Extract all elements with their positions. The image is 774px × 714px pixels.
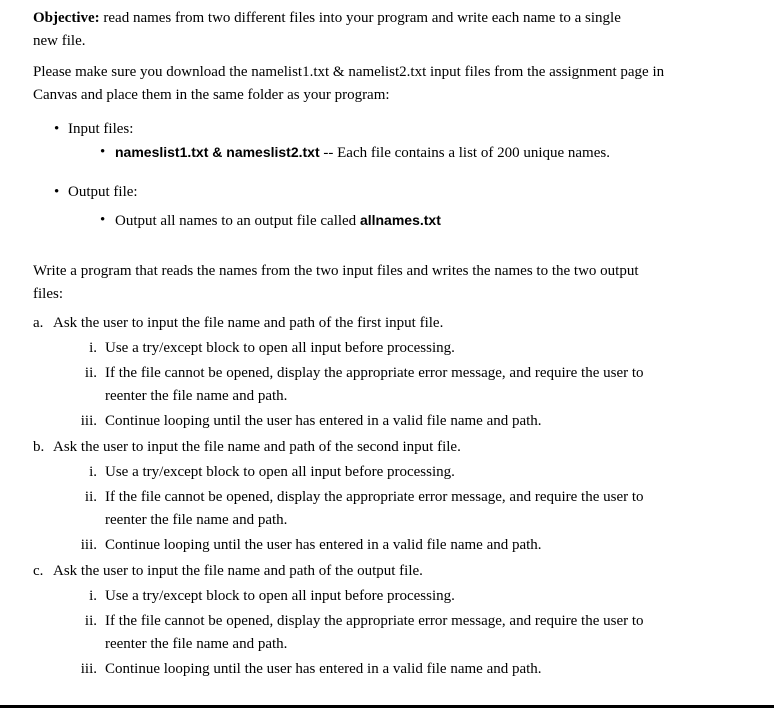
task-b-subitem-iii	[33, 534, 758, 557]
task-b-heading	[33, 436, 758, 459]
task-item-a	[33, 312, 758, 433]
task-c-text: Ask the user to input the file name and path of the output file.	[53, 563, 423, 579]
subitem-text-line-2: reenter the file name and path.	[105, 388, 288, 404]
bullet-item-output-detail	[33, 209, 758, 233]
input-files-label: Input files:	[68, 121, 134, 137]
subitem-text: Continue looping until the user has entered in a valid file name and path.	[105, 537, 542, 553]
task-b-marker: b.	[33, 439, 45, 455]
subitem-marker: ii.	[84, 489, 97, 505]
task-item-b	[33, 436, 758, 557]
subitem-text-line-2: reenter the file name and path.	[105, 636, 288, 652]
subitem-marker: iii.	[80, 661, 97, 677]
subitem-marker: i.	[89, 464, 97, 480]
bullet-item-input-detail	[33, 141, 758, 165]
download-note-line-1: Please make sure you download the namelist1.txt & namelist2.txt input files from the assignment page in	[33, 64, 665, 80]
subitem-text: Continue looping until the user has entered in a valid file name and path.	[105, 413, 542, 429]
task-a-text: Ask the user to input the file name and path of the first input file.	[53, 315, 444, 331]
bullet-icon: •	[100, 212, 106, 228]
bullet-icon: •	[54, 121, 60, 137]
download-note-paragraph	[33, 61, 758, 107]
input-filenames: nameslist1.txt & nameslist2.txt	[115, 144, 320, 160]
program-note-paragraph	[33, 260, 758, 306]
task-a-marker: a.	[33, 315, 44, 331]
files-list	[33, 118, 758, 233]
objective-paragraph	[33, 7, 758, 53]
output-filename: allnames.txt	[359, 212, 441, 228]
bullet-icon: •	[54, 184, 60, 200]
input-files-description: -- Each file contains a list of 200 unique names.	[319, 145, 610, 161]
task-c-marker: c.	[33, 563, 44, 579]
task-a-subitem-ii	[33, 362, 758, 408]
subitem-text-line-2: reenter the file name and path.	[105, 512, 288, 528]
task-c-subitem-iii	[33, 658, 758, 681]
download-note-line-2: Canvas and place them in the same folder as your program:	[33, 87, 390, 103]
program-note-line-1: Write a program that reads the names from the two input files and writes the names to the two output	[33, 263, 639, 279]
bullet-item-input-files	[33, 118, 758, 141]
subitem-marker: ii.	[84, 365, 97, 381]
task-item-c	[33, 560, 758, 681]
bullet-icon: •	[100, 144, 106, 160]
subitem-marker: iii.	[80, 413, 97, 429]
task-b-text: Ask the user to input the file name and path of the second input file.	[53, 439, 461, 455]
bullet-item-output-file	[33, 181, 758, 204]
subitem-marker: i.	[89, 588, 97, 604]
subitem-text-line-1: If the file cannot be opened, display the appropriate error message, and require the user to	[105, 489, 644, 505]
task-a-subitem-i	[33, 337, 758, 360]
objective-text: read names from two different files into your program and write each name to a single	[99, 10, 621, 26]
input-files-detail	[115, 141, 610, 165]
output-file-detail	[115, 209, 441, 233]
objective-line-1	[33, 10, 621, 26]
task-b-subitem-i	[33, 461, 758, 484]
objective-label: Objective:	[33, 10, 100, 26]
output-file-label: Output file:	[68, 184, 138, 200]
subitem-marker: iii.	[80, 537, 97, 553]
subitem-text: Continue looping until the user has entered in a valid file name and path.	[105, 661, 542, 677]
page-bottom-divider	[0, 705, 774, 708]
task-c-heading	[33, 560, 758, 583]
subitem-text: Use a try/except block to open all input before processing.	[105, 588, 455, 604]
subitem-marker: i.	[89, 340, 97, 356]
subitem-text: Use a try/except block to open all input before processing.	[105, 464, 455, 480]
subitem-marker: ii.	[84, 613, 97, 629]
task-c-subitem-ii	[33, 610, 758, 656]
task-a-heading	[33, 312, 758, 335]
subitem-text: Use a try/except block to open all input before processing.	[105, 340, 455, 356]
output-file-description: Output all names to an output file called	[115, 213, 360, 229]
task-a-subitem-iii	[33, 410, 758, 433]
objective-line-2: new file.	[33, 33, 86, 49]
program-note-line-2: files:	[33, 286, 63, 302]
subitem-text-line-1: If the file cannot be opened, display the appropriate error message, and require the user to	[105, 613, 644, 629]
task-b-subitem-ii	[33, 486, 758, 532]
task-c-subitem-i	[33, 585, 758, 608]
subitem-text-line-1: If the file cannot be opened, display the appropriate error message, and require the user to	[105, 365, 644, 381]
